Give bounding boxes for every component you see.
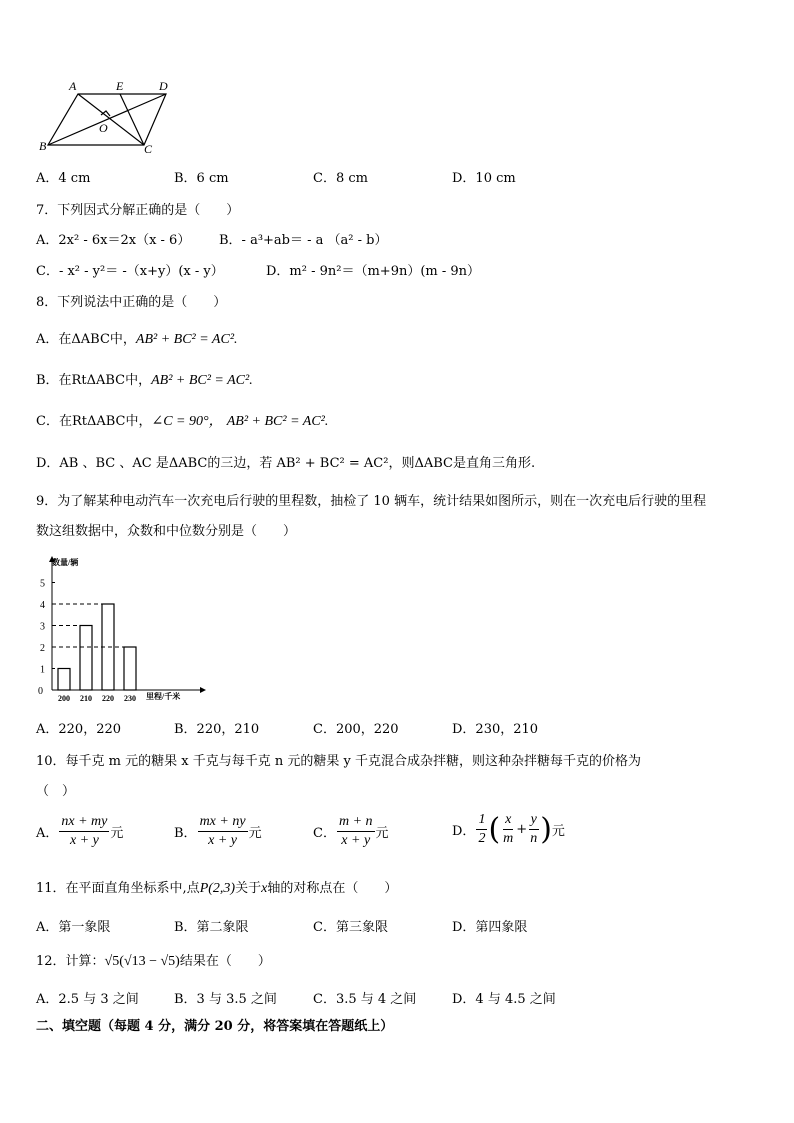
chart-y-tick-label: 3 [40,621,45,633]
q11-point: P(2,3) [199,881,236,896]
q8-option-a [36,328,238,348]
q10-d-coef-denominator: 2 [478,831,486,846]
q8-b-prefix: B．在RtΔABC中， [36,373,152,388]
q10-option-a [36,814,123,849]
q10-option-c [313,814,389,849]
q8-a-formula: AB² + BC² = AC². [135,332,238,347]
q11-stem-pre: 11．在平面直角坐标系中,点 [36,881,200,896]
q10-b-label: B． [174,826,197,841]
q12-stem-pre: 12．计算： [36,954,105,969]
q10-d-unit: 元 [551,824,565,839]
chart-y-tick-label: 5 [40,578,45,590]
q12-stem [36,950,271,970]
parallelogram-figure [36,78,176,156]
chart-x-tick-label: 230 [124,694,136,703]
q10-c-label: C． [313,826,336,841]
q11-option-a: A．第一象限 [36,920,111,935]
q12-expression: √5(√13 − √5) [104,954,180,969]
label-E: E [116,79,124,93]
q10-d-coef-numerator: 1 [476,812,487,830]
q8-c-angle: ∠C = 90°， [151,414,223,429]
chart-x-arrow-icon [200,687,206,693]
q7-option-a: A．2x² - 6x＝2x（x - 6） [36,233,191,248]
q10-d-right-paren: ) [540,811,552,847]
q11-option-b: B．第二象限 [174,920,249,935]
q10-option-b [174,814,262,849]
chart-y-tick-label: 2 [40,643,45,654]
q10-option-d [452,812,565,847]
q10-c-denominator: x + y [341,833,371,848]
section-2-title: 二、填空题（每题 4 分，满分 20 分，将答案填在答题纸上） [36,1019,394,1034]
q10-c-unit: 元 [375,826,389,841]
q10-a-unit: 元 [110,826,124,841]
q10-b-fraction [198,814,248,849]
q6-option-d: D．10 cm [452,171,516,186]
q10-b-unit: 元 [248,826,262,841]
q12-stem-post: 结果在（ ） [179,954,271,969]
q11-stem [36,877,397,897]
chart-bar [80,626,92,691]
q8-b-formula: AB² + BC² = AC². [151,373,253,388]
q10-d-coefficient [476,812,487,847]
q11-stem-mid: 关于 [235,881,262,896]
q7-option-c: C．- x² - y²＝ -（x+y）(x - y） [36,264,224,279]
q12-option-b: B．3 与 3.5 之间 [174,992,277,1007]
q11-stem-post: 轴的对称点在（ ） [267,881,398,896]
q8-option-d: D．AB 、BC 、AC 是ΔABC的三边，若 AB² + BC² = AC²，则ΔABC是直角三角形. [36,456,536,471]
q10-d-f1-numerator: x [503,812,513,830]
q10-d-label: D． [452,824,476,839]
q10-a-label: A． [36,826,59,841]
q12-option-d: D．4 与 4.5 之间 [452,992,556,1007]
q10-paren: （ ） [36,784,76,799]
q11-option-d: D．第四象限 [452,920,528,935]
chart-x-axis-label: 里程/千米 [146,692,181,701]
q10-c-numerator: m + n [337,814,375,832]
label-C: C [144,142,153,156]
chart-x-tick-label: 220 [102,694,114,703]
chart-x-tick-label: 210 [80,694,92,703]
chart-bar [58,669,70,691]
q10-c-fraction [337,814,375,849]
q6-option-c: C．8 cm [313,171,368,186]
chart-y-tick-label: 4 [40,600,45,611]
q12-option-a: A．2.5 与 3 之间 [36,992,139,1007]
q7-stem: 7．下列因式分解正确的是（ ） [36,203,240,218]
q11-axis: x [261,881,268,896]
q10-a-fraction [59,814,109,849]
q10-b-denominator: x + y [208,833,237,848]
chart-x-tick-label: 200 [58,694,70,703]
q10-b-numerator: mx + ny [198,814,248,832]
q10-d-fraction-1 [501,812,515,847]
q9-stem-line1: 9．为了解某种电动汽车一次充电后行驶的里程数，抽检了 10 辆车，统计结果如图所示，则在一次充电后行驶的里程 [36,494,707,509]
q8-stem: 8．下列说法中正确的是（ ） [36,295,227,310]
label-A: A [69,79,77,93]
q11-option-c: C．第三象限 [313,920,388,935]
q6-option-a: A．4 cm [36,171,91,186]
q9-stem-line2: 数这组数据中，众数和中位数分别是（ ） [36,524,297,539]
q9-option-b: B．220，210 [174,722,260,737]
q9-option-c: C．200，220 [313,722,399,737]
q7-option-d: D．m² - 9n²＝（m+9n）(m - 9n） [266,264,481,279]
q8-c-prefix: C．在RtΔABC中， [36,414,152,429]
label-B: B [39,139,47,153]
chart-y-tick-label: 0 [38,686,43,697]
q7-option-b: B．- a³+ab＝ - a （a² - b） [219,233,388,248]
chart-bar [124,647,136,690]
label-D: D [159,79,168,93]
q9-option-a: A．220，220 [36,722,122,737]
chart-y-tick-label: 1 [40,664,45,676]
q10-stem: 10．每千克 m 元的糖果 x 千克与每千克 n 元的糖果 y 千克混合成杂拌糖，则这种杂拌糖每千克的价格为 [36,754,641,769]
q10-a-numerator: nx + my [59,814,109,832]
q10-d-left-paren: ( [488,811,501,847]
q8-option-c [36,410,328,430]
q8-a-prefix: A．在ΔABC中， [36,332,136,347]
q9-option-d: D．230，210 [452,722,539,737]
q10-a-denominator: x + y [69,833,99,848]
q10-d-plus: + [516,822,528,837]
q12-option-c: C．3.5 与 4 之间 [313,992,417,1007]
label-O: O [99,121,108,135]
q8-c-formula: AB² + BC² = AC². [226,414,329,429]
q8-option-b [36,369,253,389]
q10-d-fraction-2 [528,812,539,847]
q10-d-f2-numerator: y [529,812,539,830]
chart-y-axis-label: 数量/辆 [52,558,79,567]
q6-option-b: B．6 cm [174,171,229,186]
q10-d-f2-denominator: n [530,831,538,846]
mileage-bar-chart [30,553,220,705]
q10-d-f1-denominator: m [503,831,514,846]
